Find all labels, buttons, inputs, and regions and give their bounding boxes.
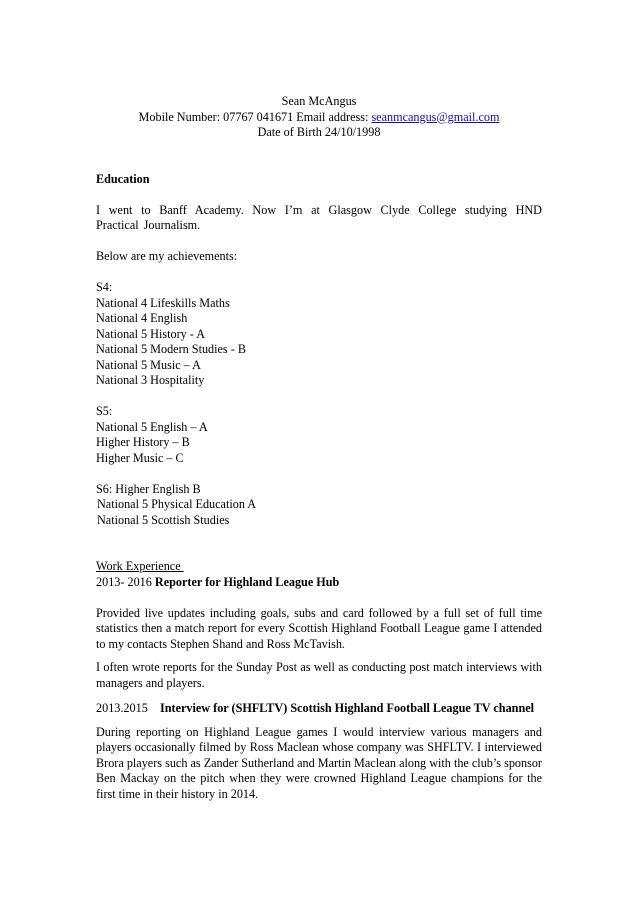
list-item: National 5 History - A bbox=[96, 326, 205, 341]
education-section bbox=[96, 172, 542, 529]
list-item: National 4 Lifeskills Maths bbox=[96, 295, 230, 310]
list-item: National 5 Modern Studies - B bbox=[96, 342, 246, 356]
achievements-intro: Below are my achievements: bbox=[96, 249, 238, 263]
s6-achievements bbox=[96, 482, 542, 529]
s5-achievements bbox=[96, 404, 542, 466]
work-experience-section bbox=[96, 559, 542, 802]
job-1-dates: 2013- 2016 bbox=[96, 574, 155, 589]
job-1-title: Reporter for Highland League Hub bbox=[154, 574, 340, 589]
list-item: National 3 Hospitality bbox=[96, 373, 205, 387]
education-heading: Education bbox=[96, 171, 150, 186]
contact-line bbox=[96, 110, 542, 126]
list-item: National 5 English – A bbox=[96, 419, 208, 434]
cv-header bbox=[96, 94, 542, 141]
job-2-title: Interview for (SHFLTV) Scottish Highland Football League TV channel bbox=[160, 701, 535, 715]
s5-label: S5: bbox=[96, 404, 113, 418]
s4-label: S4: bbox=[96, 280, 113, 294]
list-item: Higher History – B bbox=[96, 435, 190, 449]
cv-document bbox=[96, 94, 542, 802]
job-1-description: Provided live updates including goals, subs and card followed by a full set of full time statistics then a match report for every Scottish Highland Football League game I attended to my contacts Stephen Shand and Ross McTavish. bbox=[96, 605, 542, 651]
mobile-and-email-label: Mobile Number: 07767 041671 Email address: bbox=[138, 109, 372, 124]
email-link[interactable]: seanmcangus@gmail.com bbox=[371, 109, 500, 124]
list-item: Higher Music – C bbox=[96, 450, 184, 465]
s6-label: S6: Higher English B bbox=[96, 481, 201, 496]
candidate-name: Sean McAngus bbox=[281, 94, 357, 108]
s4-achievements bbox=[96, 280, 542, 389]
job-2-dates: 2013.2015 bbox=[96, 701, 148, 715]
job-1-header bbox=[96, 575, 542, 591]
list-item: National 5 Music – A bbox=[96, 357, 201, 372]
list-item: National 5 Physical Education A bbox=[97, 497, 257, 511]
list-item: National 4 English bbox=[96, 311, 188, 325]
job-1-description-2: I often wrote reports for the Sunday Post as well as conducting post match interviews with managers and players. bbox=[96, 660, 542, 690]
job-2-header bbox=[96, 701, 542, 717]
work-experience-heading: Work Experience bbox=[96, 559, 184, 573]
job-2-description: During reporting on Highland League games I would interview various managers and players occasionally filmed by Ross Maclean whose company was SHFLTV. I interviewed Brora players such as Zander Sutherland and Martin Maclean along with the club’s sponsor Ben Mackay on the pitch when they were crowned Highland League champions for the first time in their history in 2014. bbox=[96, 724, 542, 801]
education-intro: I went to Banff Academy. Now I’m at Glasgow Clyde College studying HND Practical Journalism. bbox=[96, 202, 542, 232]
date-of-birth: Date of Birth 24/10/1998 bbox=[257, 125, 381, 139]
list-item: National 5 Scottish Studies bbox=[97, 512, 230, 527]
